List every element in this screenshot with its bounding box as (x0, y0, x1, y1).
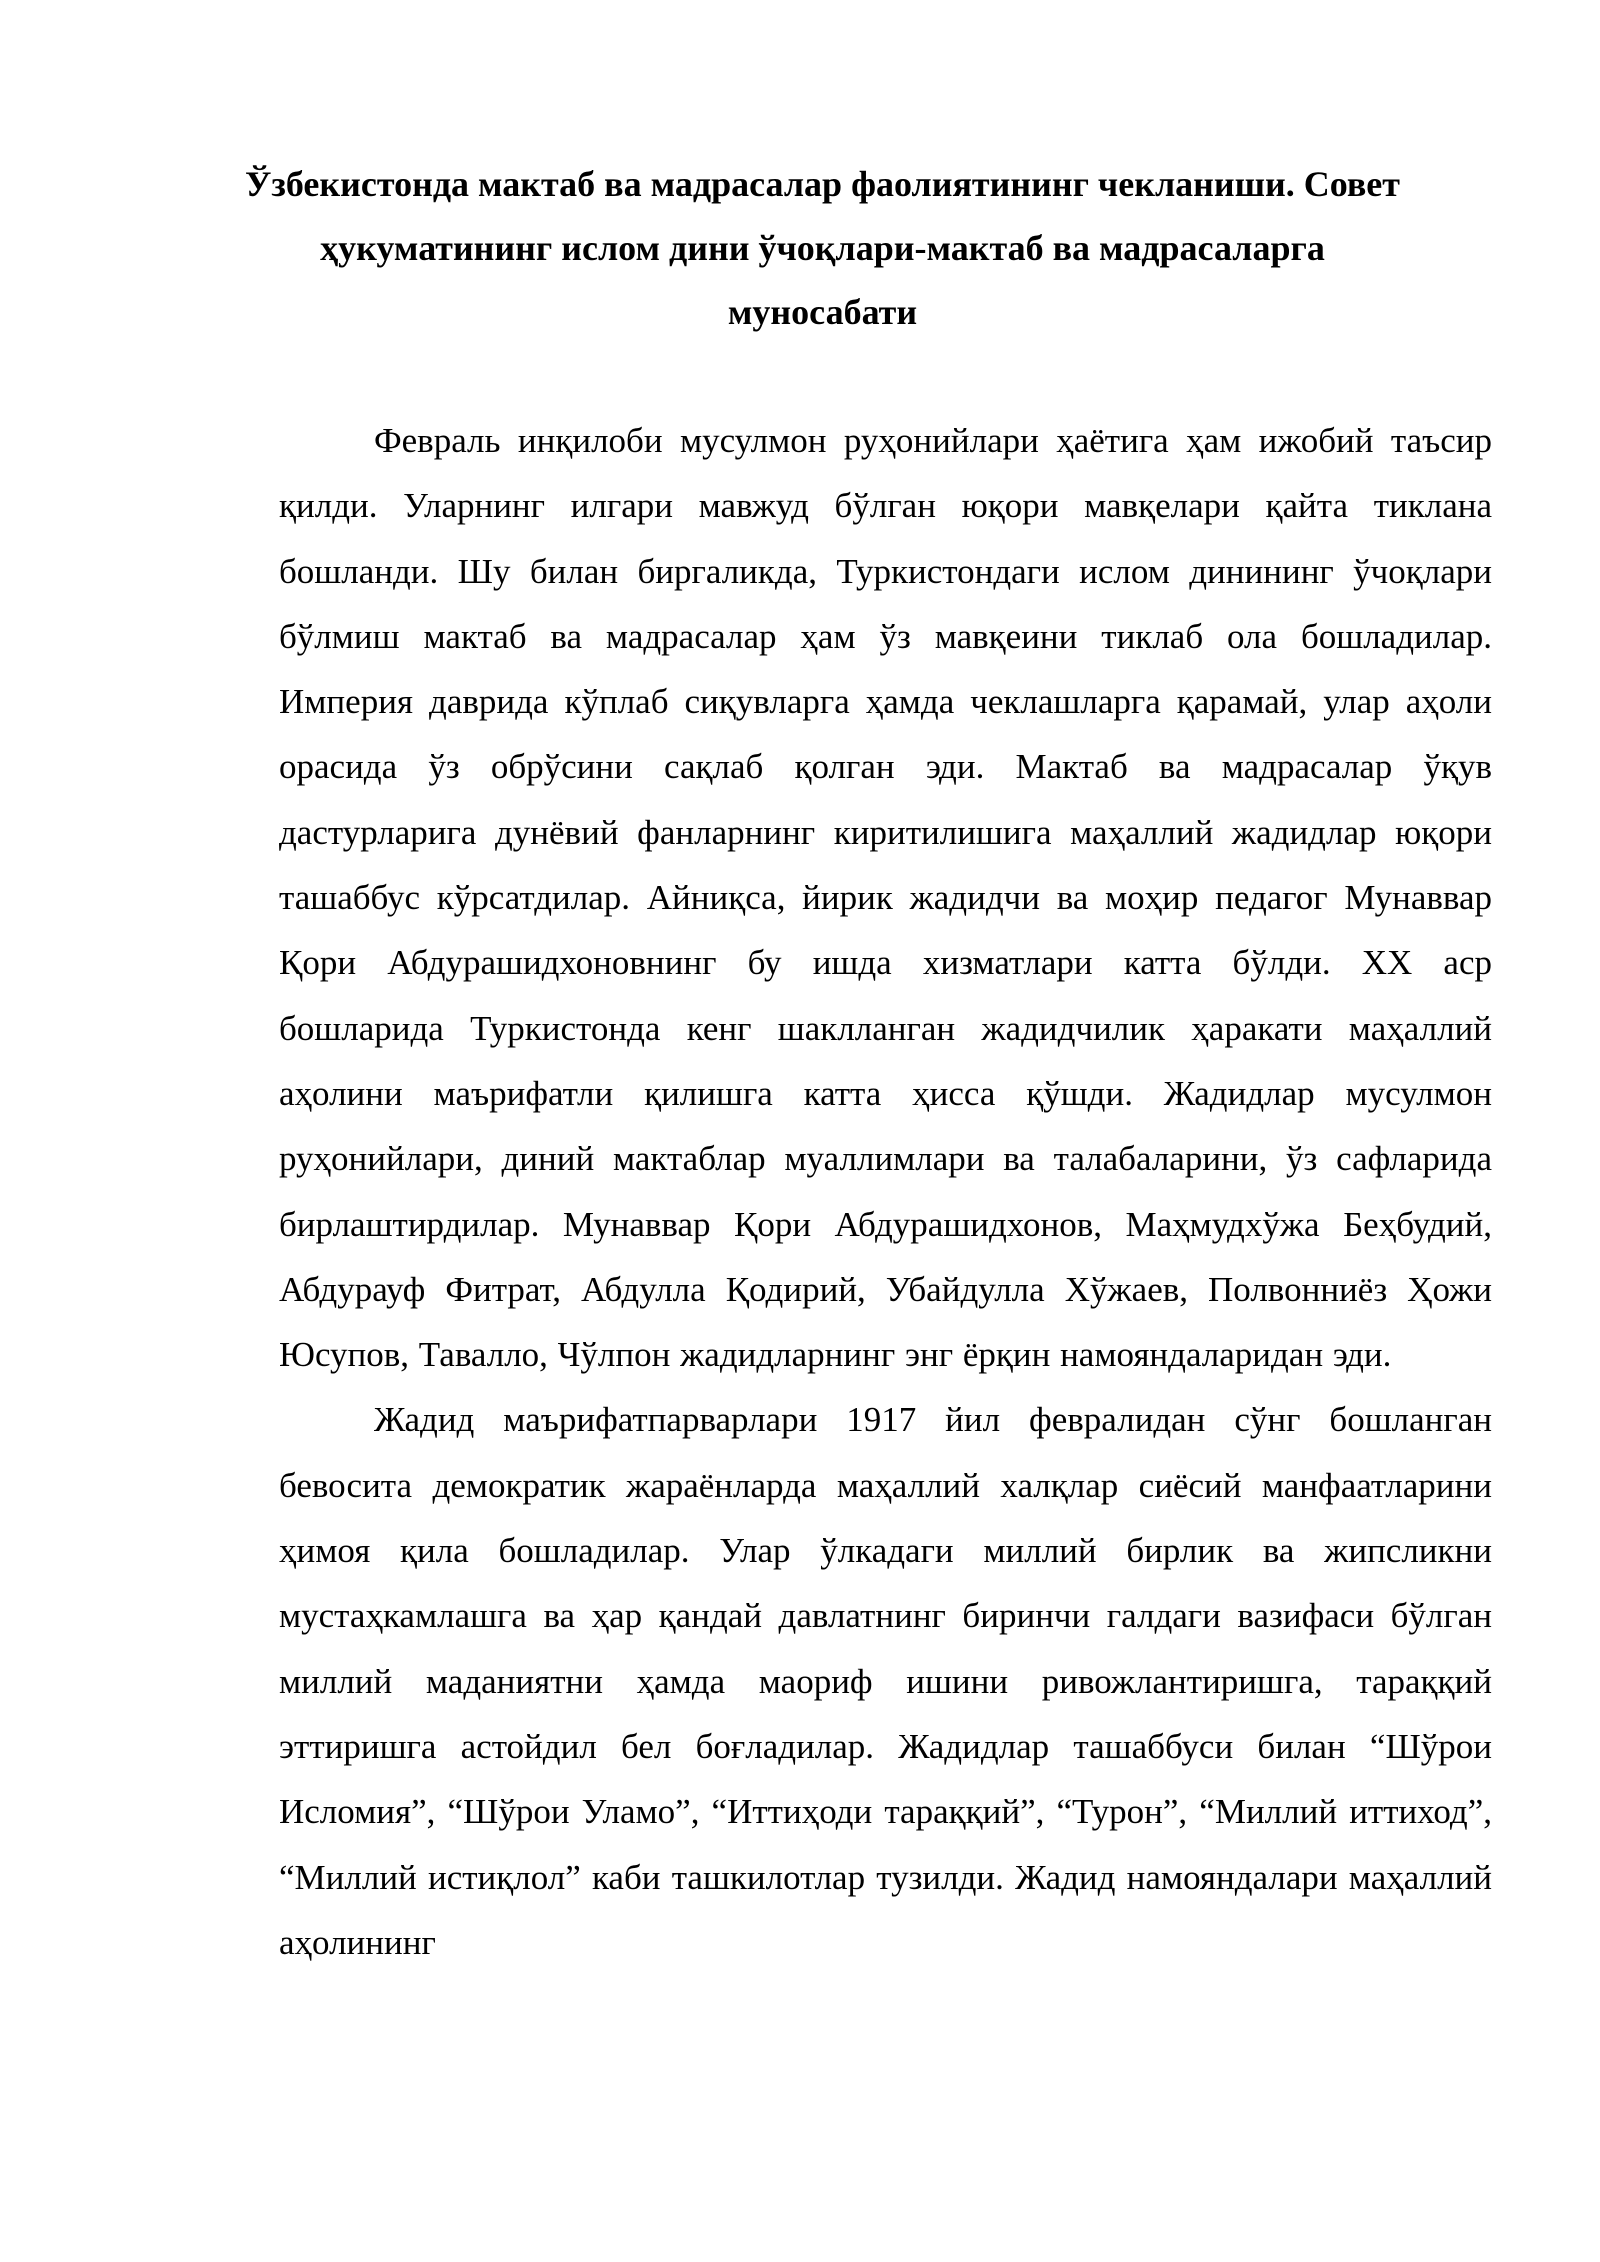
paragraph-2: Жадид маърифатпарварлари 1917 йил февралидан сўнг бошланган бевосита демократик жараёнларда маҳаллий халқлар сиёсий манфаатларини ҳимоя қила бошладилар. Улар ўлкадаги миллий бирлик ва жипсликни мустаҳкамлашга ва ҳар қандай давлатнинг биринчи галдаги вазифаси бўлган миллий маданиятни ҳамда маориф ишини ривожлантиришга, тараққий эттиришга астойдил бел боғладилар. Жадидлар ташаббуси билан “Шўрои Исломия”, “Шўрои Уламо”, “Иттиҳоди тараққий”, “Турон”, “Миллий иттиход”, “Миллий истиқлол” каби ташкилотлар тузилди. Жадид намояндалари маҳаллий аҳолининг (279, 1400, 1492, 1962)
document-body (279, 408, 1492, 1975)
document-title: Ўзбекистонда мактаб ва мадрасалар фаолиятининг чекланиши. Совет ҳукуматининг ислом дини ўчоқлари-мактаб ва мадрасаларга муносабати (245, 164, 1400, 332)
paragraph-1: Февраль инқилоби мусулмон руҳонийлари ҳаётига ҳам ижобий таъсир қилди. Уларнинг илгари мавжуд бўлган юқори мавқелари қайта тиклана бошланди. Шу билан биргаликда, Туркистондаги ислом динининг ўчоқлари бўлмиш мактаб ва мадрасалар ҳам ўз мавқеини тиклаб ола бошладилар. Империя даврида кўплаб сиқувларга ҳамда чеклашларга қарамай, улар аҳоли орасида ўз обрўсини сақлаб қолган эди. Мактаб ва мадрасалар ўқув дастурларига дунёвий фанларнинг киритилишига маҳаллий жадидлар юқори ташаббус кўрсатдилар. Айниқса, йирик жадидчи ва моҳир педагог Мунаввар Қори Абдурашидхоновнинг бу ишда хизматлари катта бўлди. XX аср бошларида Туркистонда кенг шаклланган жадидчилик ҳаракати маҳаллий аҳолини маърифатли қилишга катта ҳисса қўшди. Жадидлар мусулмон руҳонийлари, диний мактаблар муаллимлари ва талабаларини, ўз сафларида бирлаштирдилар. Мунаввар Қори Абдурашидхонов, Маҳмудхўжа Беҳбудий, Абдурауф Фитрат, Абдулла Қодирий, Убайдулла Хўжаев, Полвонниёз Ҳожи Юсупов, Тавалло, Чўлпон жадидларнинг энг ёрқин намояндаларидан эди. (279, 421, 1492, 1375)
